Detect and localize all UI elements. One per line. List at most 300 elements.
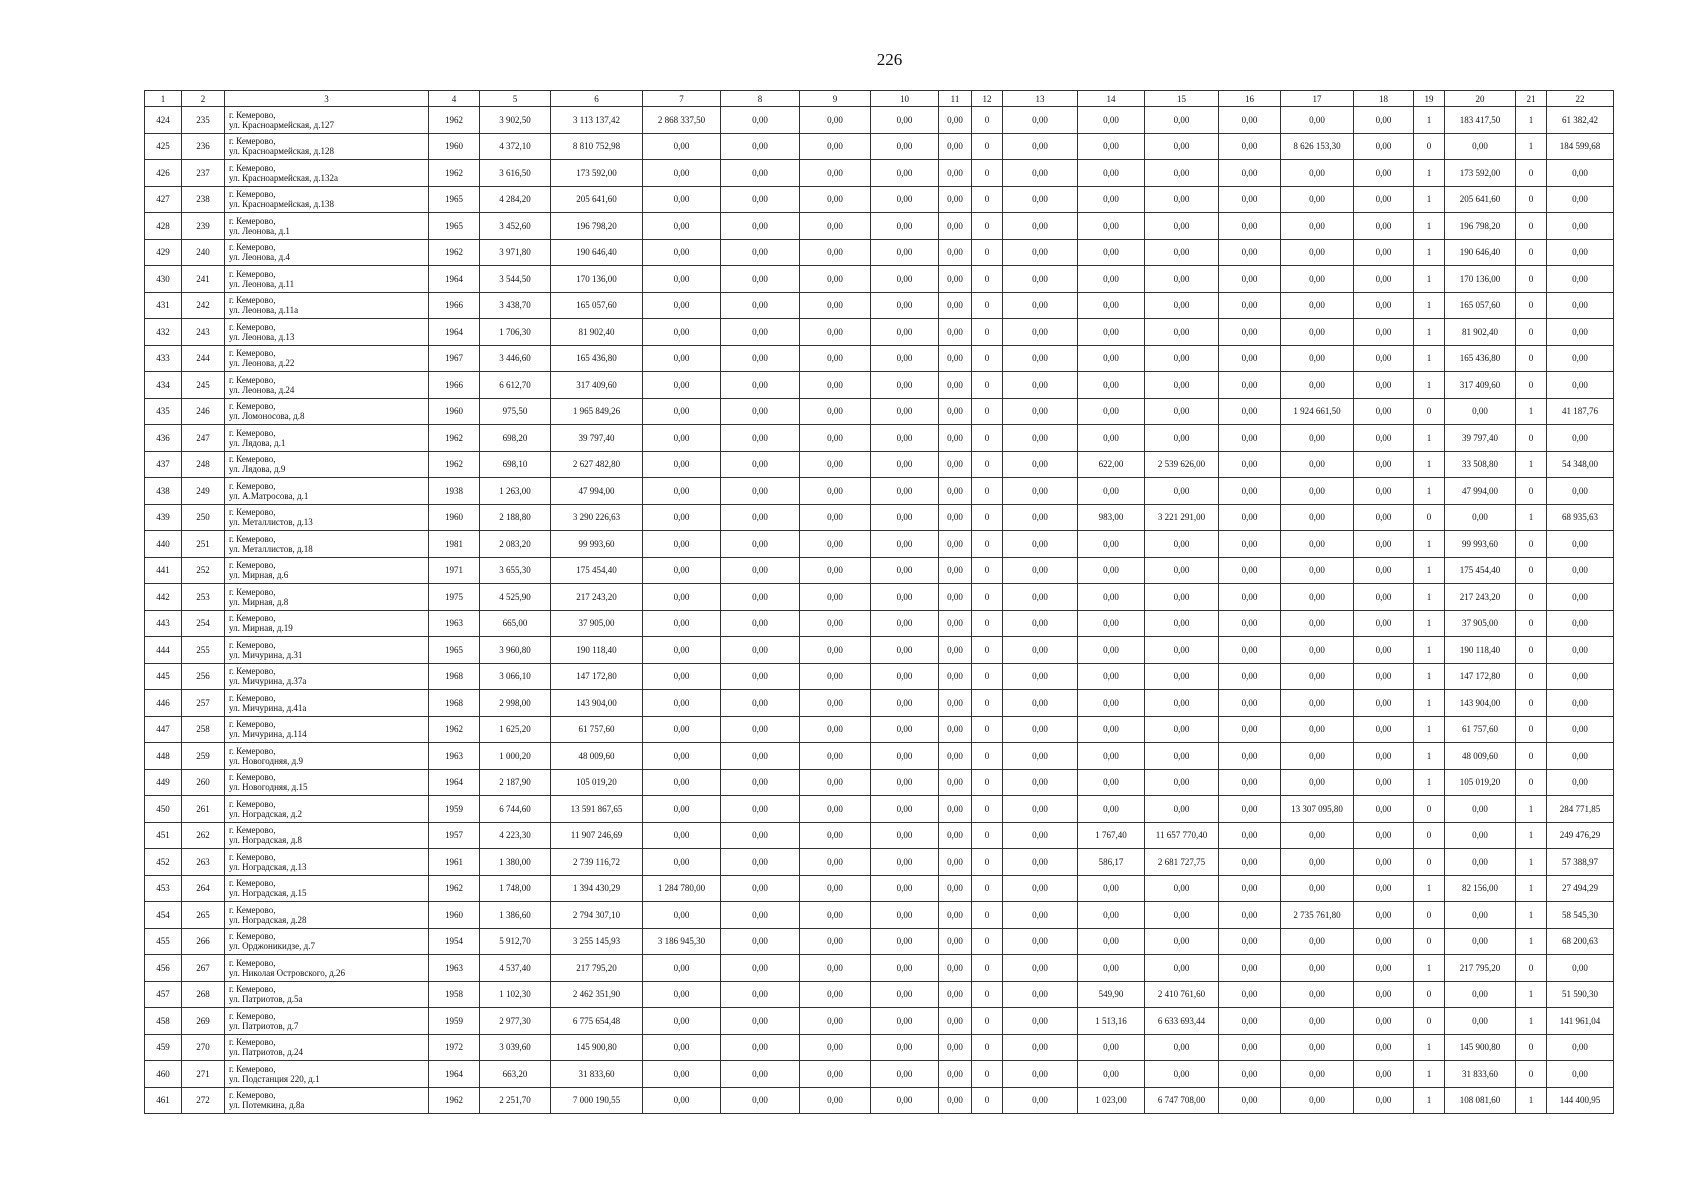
cell-house-number: 250: [182, 504, 225, 531]
cell-house-number: 254: [182, 610, 225, 637]
cell-col-5: 5 912,70: [480, 928, 551, 955]
cell-col-14: 0,00: [1078, 584, 1145, 611]
column-header-15: 15: [1145, 91, 1219, 107]
cell-col-14: 0,00: [1078, 319, 1145, 346]
cell-col-19: 1: [1414, 531, 1445, 558]
cell-col-12: 0: [972, 398, 1003, 425]
address-street: ул. А.Матросова, д.1: [229, 490, 309, 501]
cell-address: [225, 133, 429, 160]
cell-row-number: 441: [145, 557, 182, 584]
cell-row-number: 452: [145, 849, 182, 876]
column-header-12: 12: [972, 91, 1003, 107]
cell-col-13: 0,00: [1003, 398, 1078, 425]
cell-house-number: 243: [182, 319, 225, 346]
cell-row-number: 455: [145, 928, 182, 955]
cell-col-12: 0: [972, 610, 1003, 637]
cell-col-19: 1: [1414, 610, 1445, 637]
cell-col-16: 0,00: [1219, 981, 1281, 1008]
cell-col-15: 0,00: [1145, 690, 1219, 717]
cell-col-15: 0,00: [1145, 584, 1219, 611]
cell-col-18: 0,00: [1354, 1008, 1414, 1035]
cell-col-8: 0,00: [721, 1008, 800, 1035]
cell-col-5: 3 960,80: [480, 637, 551, 664]
address-street: ул. Ноградская, д.8: [229, 835, 303, 846]
cell-col-15: 0,00: [1145, 1034, 1219, 1061]
cell-col-8: 0,00: [721, 1087, 800, 1114]
column-header-4: 4: [429, 91, 480, 107]
cell-col-7: 1 284 780,00: [643, 875, 721, 902]
column-header-14: 14: [1078, 91, 1145, 107]
address-city: г. Кемерово,: [229, 825, 276, 836]
cell-col-20: 0,00: [1445, 902, 1516, 929]
cell-col-16: 0,00: [1219, 822, 1281, 849]
cell-col-4: 1957: [429, 822, 480, 849]
address-city: г. Кемерово,: [229, 162, 276, 173]
cell-col-12: 0: [972, 637, 1003, 664]
cell-col-4: 1960: [429, 504, 480, 531]
cell-col-16: 0,00: [1219, 345, 1281, 372]
cell-col-4: 1962: [429, 425, 480, 452]
cell-address: [225, 504, 429, 531]
cell-row-number: 425: [145, 133, 182, 160]
address-city: г. Кемерово,: [229, 798, 276, 809]
cell-col-13: 0,00: [1003, 345, 1078, 372]
cell-col-12: 0: [972, 504, 1003, 531]
table-row: [145, 504, 1614, 531]
cell-col-22: 0,00: [1547, 663, 1614, 690]
cell-col-19: 1: [1414, 292, 1445, 319]
cell-col-14: 0,00: [1078, 345, 1145, 372]
cell-col-22: 0,00: [1547, 743, 1614, 770]
cell-col-4: 1966: [429, 372, 480, 399]
cell-col-13: 0,00: [1003, 186, 1078, 213]
cell-col-5: 698,10: [480, 451, 551, 478]
cell-col-18: 0,00: [1354, 160, 1414, 187]
cell-col-7: 0,00: [643, 690, 721, 717]
cell-col-13: 0,00: [1003, 796, 1078, 823]
cell-col-6: 47 994,00: [551, 478, 643, 505]
cell-col-14: 0,00: [1078, 186, 1145, 213]
cell-col-12: 0: [972, 133, 1003, 160]
cell-col-17: 8 626 153,30: [1281, 133, 1354, 160]
cell-col-15: 0,00: [1145, 345, 1219, 372]
address-street: ул. Металлистов, д.13: [229, 517, 313, 528]
cell-col-12: 0: [972, 239, 1003, 266]
cell-col-13: 0,00: [1003, 478, 1078, 505]
cell-col-4: 1965: [429, 637, 480, 664]
cell-address: [225, 345, 429, 372]
address-city: г. Кемерово,: [229, 904, 276, 915]
cell-col-11: 0,00: [939, 981, 972, 1008]
cell-col-8: 0,00: [721, 372, 800, 399]
column-header-21: 21: [1516, 91, 1547, 107]
cell-col-17: 0,00: [1281, 478, 1354, 505]
cell-col-4: 1959: [429, 796, 480, 823]
cell-col-17: 2 735 761,80: [1281, 902, 1354, 929]
cell-col-21: 1: [1516, 133, 1547, 160]
table-row: [145, 1087, 1614, 1114]
cell-col-10: 0,00: [871, 186, 939, 213]
cell-col-22: 0,00: [1547, 319, 1614, 346]
cell-col-18: 0,00: [1354, 663, 1414, 690]
cell-col-22: 0,00: [1547, 531, 1614, 558]
address-city: г. Кемерово,: [229, 215, 276, 226]
cell-col-15: 0,00: [1145, 319, 1219, 346]
address-street: ул. Ноградская, д.2: [229, 808, 303, 819]
cell-col-20: 82 156,00: [1445, 875, 1516, 902]
cell-col-21: 1: [1516, 928, 1547, 955]
cell-col-8: 0,00: [721, 690, 800, 717]
cell-col-8: 0,00: [721, 239, 800, 266]
cell-col-18: 0,00: [1354, 319, 1414, 346]
cell-col-11: 0,00: [939, 319, 972, 346]
cell-col-16: 0,00: [1219, 716, 1281, 743]
cell-row-number: 459: [145, 1034, 182, 1061]
cell-col-15: 0,00: [1145, 478, 1219, 505]
cell-col-11: 0,00: [939, 796, 972, 823]
cell-col-5: 2 998,00: [480, 690, 551, 717]
cell-row-number: 426: [145, 160, 182, 187]
address-city: г. Кемерово,: [229, 401, 276, 412]
cell-col-16: 0,00: [1219, 186, 1281, 213]
cell-col-12: 0: [972, 849, 1003, 876]
table-row: [145, 902, 1614, 929]
cell-col-9: 0,00: [800, 822, 871, 849]
cell-address: [225, 1087, 429, 1114]
cell-col-14: 0,00: [1078, 796, 1145, 823]
cell-col-15: 6 633 693,44: [1145, 1008, 1219, 1035]
cell-col-17: 0,00: [1281, 319, 1354, 346]
cell-col-10: 0,00: [871, 955, 939, 982]
cell-col-18: 0,00: [1354, 716, 1414, 743]
cell-col-21: 0: [1516, 637, 1547, 664]
cell-col-16: 0,00: [1219, 239, 1281, 266]
cell-address: [225, 1034, 429, 1061]
cell-col-6: 2 462 351,90: [551, 981, 643, 1008]
cell-col-5: 2 188,80: [480, 504, 551, 531]
cell-col-13: 0,00: [1003, 1008, 1078, 1035]
cell-col-10: 0,00: [871, 902, 939, 929]
cell-col-7: 0,00: [643, 584, 721, 611]
cell-col-14: 622,00: [1078, 451, 1145, 478]
table-row: [145, 186, 1614, 213]
cell-col-12: 0: [972, 292, 1003, 319]
address-city: г. Кемерово,: [229, 666, 276, 677]
cell-col-12: 0: [972, 266, 1003, 293]
cell-col-20: 0,00: [1445, 822, 1516, 849]
cell-col-19: 1: [1414, 107, 1445, 134]
cell-address: [225, 637, 429, 664]
cell-col-6: 1 394 430,29: [551, 875, 643, 902]
address-street: ул. Леонова, д.4: [229, 252, 290, 263]
cell-col-5: 3 438,70: [480, 292, 551, 319]
cell-col-17: 0,00: [1281, 186, 1354, 213]
cell-col-17: 0,00: [1281, 955, 1354, 982]
table-row: [145, 292, 1614, 319]
cell-col-18: 0,00: [1354, 1061, 1414, 1088]
cell-col-9: 0,00: [800, 372, 871, 399]
cell-col-13: 0,00: [1003, 637, 1078, 664]
cell-address: [225, 610, 429, 637]
column-header-17: 17: [1281, 91, 1354, 107]
cell-col-10: 0,00: [871, 266, 939, 293]
cell-col-17: 0,00: [1281, 716, 1354, 743]
table-row: [145, 796, 1614, 823]
cell-col-19: 1: [1414, 1061, 1445, 1088]
cell-col-17: 0,00: [1281, 822, 1354, 849]
cell-col-9: 0,00: [800, 902, 871, 929]
cell-col-14: 0,00: [1078, 637, 1145, 664]
cell-col-20: 175 454,40: [1445, 557, 1516, 584]
cell-house-number: 259: [182, 743, 225, 770]
cell-col-21: 1: [1516, 451, 1547, 478]
cell-col-7: 0,00: [643, 981, 721, 1008]
cell-col-11: 0,00: [939, 849, 972, 876]
cell-col-19: 0: [1414, 796, 1445, 823]
cell-row-number: 446: [145, 690, 182, 717]
cell-col-16: 0,00: [1219, 584, 1281, 611]
cell-col-6: 145 900,80: [551, 1034, 643, 1061]
cell-col-7: 0,00: [643, 1061, 721, 1088]
cell-row-number: 429: [145, 239, 182, 266]
cell-col-4: 1962: [429, 107, 480, 134]
address-street: ул. Леонова, д.24: [229, 384, 295, 395]
cell-col-16: 0,00: [1219, 133, 1281, 160]
cell-col-5: 4 372,10: [480, 133, 551, 160]
cell-row-number: 437: [145, 451, 182, 478]
cell-col-4: 1965: [429, 213, 480, 240]
cell-house-number: 249: [182, 478, 225, 505]
cell-col-11: 0,00: [939, 425, 972, 452]
cell-col-12: 0: [972, 557, 1003, 584]
cell-col-12: 0: [972, 107, 1003, 134]
cell-col-16: 0,00: [1219, 266, 1281, 293]
cell-col-19: 1: [1414, 239, 1445, 266]
cell-col-4: 1960: [429, 133, 480, 160]
cell-col-6: 8 810 752,98: [551, 133, 643, 160]
address-street: ул. Красноармейская, д.127: [229, 119, 334, 130]
cell-col-5: 3 616,50: [480, 160, 551, 187]
cell-col-8: 0,00: [721, 584, 800, 611]
cell-house-number: 262: [182, 822, 225, 849]
column-header-1: 1: [145, 91, 182, 107]
cell-col-19: 1: [1414, 769, 1445, 796]
cell-col-11: 0,00: [939, 743, 972, 770]
cell-row-number: 424: [145, 107, 182, 134]
cell-house-number: 251: [182, 531, 225, 558]
cell-address: [225, 239, 429, 266]
cell-col-12: 0: [972, 875, 1003, 902]
cell-col-6: 3 113 137,42: [551, 107, 643, 134]
cell-col-16: 0,00: [1219, 504, 1281, 531]
cell-col-6: 170 136,00: [551, 266, 643, 293]
cell-col-19: 0: [1414, 398, 1445, 425]
cell-col-18: 0,00: [1354, 239, 1414, 266]
cell-col-20: 47 994,00: [1445, 478, 1516, 505]
address-city: г. Кемерово,: [229, 1010, 276, 1021]
cell-col-7: 0,00: [643, 743, 721, 770]
table-row: [145, 107, 1614, 134]
cell-col-7: 0,00: [643, 822, 721, 849]
cell-col-14: 0,00: [1078, 133, 1145, 160]
cell-row-number: 461: [145, 1087, 182, 1114]
address-city: г. Кемерово,: [229, 745, 276, 756]
cell-col-6: 7 000 190,55: [551, 1087, 643, 1114]
cell-address: [225, 425, 429, 452]
cell-col-17: 0,00: [1281, 451, 1354, 478]
cell-col-21: 1: [1516, 849, 1547, 876]
cell-col-20: 217 243,20: [1445, 584, 1516, 611]
cell-col-4: 1968: [429, 663, 480, 690]
cell-col-13: 0,00: [1003, 769, 1078, 796]
address-street: ул. Патриотов, д.5а: [229, 994, 303, 1005]
cell-col-9: 0,00: [800, 849, 871, 876]
address-city: г. Кемерово,: [229, 268, 276, 279]
cell-col-5: 1 102,30: [480, 981, 551, 1008]
cell-col-11: 0,00: [939, 239, 972, 266]
cell-col-20: 183 417,50: [1445, 107, 1516, 134]
cell-col-6: 165 436,80: [551, 345, 643, 372]
cell-col-22: 184 599,68: [1547, 133, 1614, 160]
address-city: г. Кемерово,: [229, 1063, 276, 1074]
cell-col-20: 108 081,60: [1445, 1087, 1516, 1114]
cell-address: [225, 478, 429, 505]
cell-col-11: 0,00: [939, 186, 972, 213]
cell-col-7: 0,00: [643, 557, 721, 584]
cell-row-number: 440: [145, 531, 182, 558]
cell-col-7: 0,00: [643, 769, 721, 796]
cell-col-7: 0,00: [643, 637, 721, 664]
cell-col-16: 0,00: [1219, 743, 1281, 770]
cell-address: [225, 531, 429, 558]
cell-col-9: 0,00: [800, 663, 871, 690]
cell-col-22: 61 382,42: [1547, 107, 1614, 134]
cell-address: [225, 690, 429, 717]
cell-address: [225, 769, 429, 796]
cell-house-number: 269: [182, 1008, 225, 1035]
cell-house-number: 235: [182, 107, 225, 134]
cell-house-number: 247: [182, 425, 225, 452]
cell-col-8: 0,00: [721, 107, 800, 134]
cell-row-number: 447: [145, 716, 182, 743]
cell-col-20: 317 409,60: [1445, 372, 1516, 399]
cell-col-20: 173 592,00: [1445, 160, 1516, 187]
cell-col-10: 0,00: [871, 398, 939, 425]
cell-col-10: 0,00: [871, 928, 939, 955]
cell-col-4: 1954: [429, 928, 480, 955]
cell-col-5: 6 744,60: [480, 796, 551, 823]
cell-col-10: 0,00: [871, 743, 939, 770]
cell-col-12: 0: [972, 663, 1003, 690]
cell-row-number: 451: [145, 822, 182, 849]
cell-house-number: 246: [182, 398, 225, 425]
cell-col-4: 1964: [429, 266, 480, 293]
address-city: г. Кемерово,: [229, 295, 276, 306]
cell-col-10: 0,00: [871, 213, 939, 240]
cell-col-21: 1: [1516, 981, 1547, 1008]
cell-col-11: 0,00: [939, 213, 972, 240]
cell-col-9: 0,00: [800, 319, 871, 346]
cell-house-number: 261: [182, 796, 225, 823]
address-street: ул. Леонова, д.1: [229, 225, 290, 236]
cell-col-20: 99 993,60: [1445, 531, 1516, 558]
table-row: [145, 425, 1614, 452]
cell-col-14: 1 023,00: [1078, 1087, 1145, 1114]
cell-house-number: 271: [182, 1061, 225, 1088]
cell-col-14: 549,90: [1078, 981, 1145, 1008]
cell-col-6: 105 019,20: [551, 769, 643, 796]
cell-col-9: 0,00: [800, 1087, 871, 1114]
cell-row-number: 434: [145, 372, 182, 399]
cell-col-5: 3 544,50: [480, 266, 551, 293]
cell-col-20: 39 797,40: [1445, 425, 1516, 452]
cell-col-9: 0,00: [800, 637, 871, 664]
address-street: ул. Лядова, д.9: [229, 464, 286, 475]
table-row: [145, 451, 1614, 478]
cell-house-number: 266: [182, 928, 225, 955]
cell-col-21: 0: [1516, 557, 1547, 584]
cell-col-7: 0,00: [643, 213, 721, 240]
cell-col-8: 0,00: [721, 345, 800, 372]
cell-col-8: 0,00: [721, 796, 800, 823]
cell-col-21: 0: [1516, 610, 1547, 637]
cell-col-6: 2 739 116,72: [551, 849, 643, 876]
table-row: [145, 769, 1614, 796]
cell-col-19: 1: [1414, 345, 1445, 372]
cell-col-15: 2 410 761,60: [1145, 981, 1219, 1008]
cell-col-11: 0,00: [939, 107, 972, 134]
cell-col-10: 0,00: [871, 345, 939, 372]
cell-col-19: 1: [1414, 478, 1445, 505]
cell-col-17: 0,00: [1281, 743, 1354, 770]
cell-col-4: 1960: [429, 398, 480, 425]
cell-col-5: 975,50: [480, 398, 551, 425]
cell-col-7: 0,00: [643, 1008, 721, 1035]
cell-col-4: 1963: [429, 610, 480, 637]
cell-col-22: 0,00: [1547, 372, 1614, 399]
cell-col-6: 165 057,60: [551, 292, 643, 319]
cell-col-11: 0,00: [939, 690, 972, 717]
table-row: [145, 955, 1614, 982]
page-number: 226: [876, 50, 903, 69]
cell-col-8: 0,00: [721, 213, 800, 240]
cell-col-13: 0,00: [1003, 690, 1078, 717]
cell-col-12: 0: [972, 213, 1003, 240]
cell-col-15: 0,00: [1145, 902, 1219, 929]
cell-col-22: 0,00: [1547, 345, 1614, 372]
cell-col-6: 61 757,60: [551, 716, 643, 743]
cell-house-number: 270: [182, 1034, 225, 1061]
cell-col-18: 0,00: [1354, 610, 1414, 637]
cell-col-22: 58 545,30: [1547, 902, 1614, 929]
cell-col-10: 0,00: [871, 690, 939, 717]
cell-col-19: 1: [1414, 266, 1445, 293]
cell-house-number: 268: [182, 981, 225, 1008]
cell-col-13: 0,00: [1003, 1087, 1078, 1114]
cell-col-14: 0,00: [1078, 425, 1145, 452]
cell-col-4: 1972: [429, 1034, 480, 1061]
cell-house-number: 244: [182, 345, 225, 372]
cell-col-5: 4 284,20: [480, 186, 551, 213]
cell-col-20: 170 136,00: [1445, 266, 1516, 293]
cell-col-15: 0,00: [1145, 213, 1219, 240]
cell-col-4: 1964: [429, 1061, 480, 1088]
table-row: [145, 266, 1614, 293]
cell-row-number: 438: [145, 478, 182, 505]
cell-col-21: 0: [1516, 186, 1547, 213]
cell-col-22: 0,00: [1547, 557, 1614, 584]
cell-col-6: 37 905,00: [551, 610, 643, 637]
